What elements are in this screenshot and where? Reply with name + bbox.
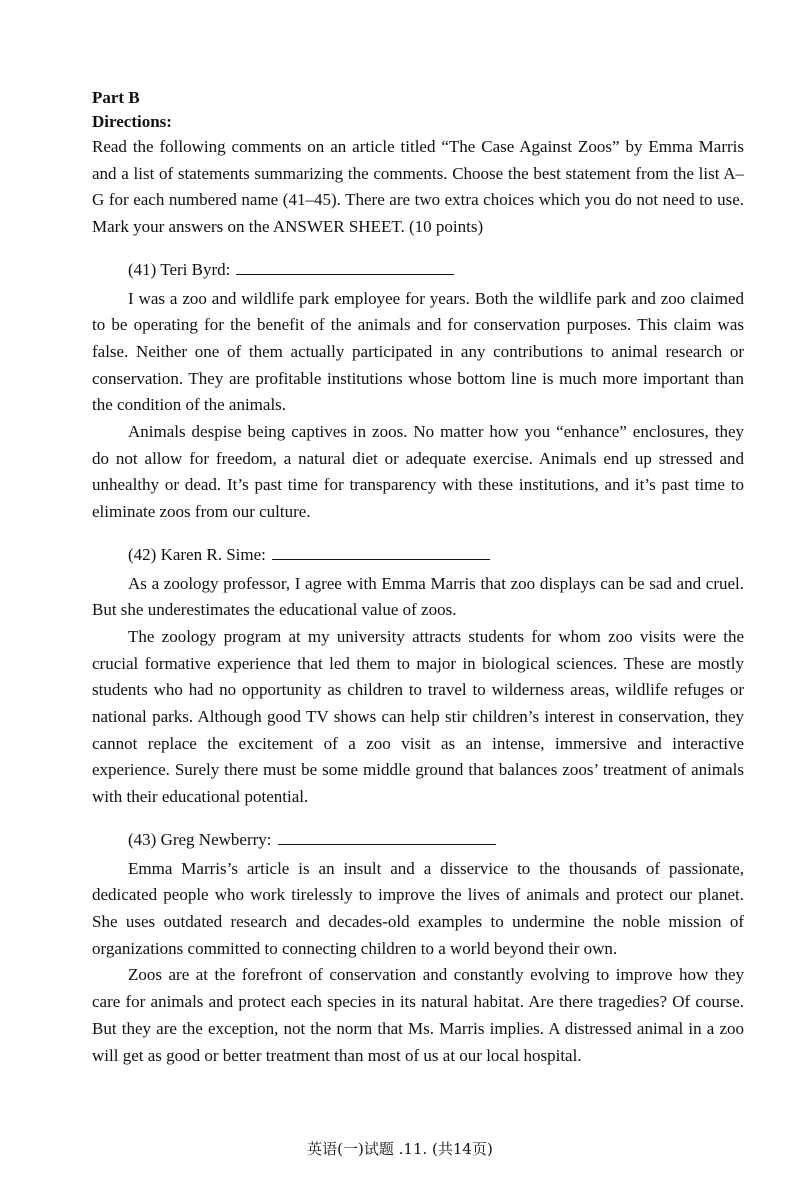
comment-42	[92, 542, 744, 811]
comment-paragraph: The zoology program at my university attracts students for whom zoo visits were the crucial formative experience that led them to major in biological sciences. These are mostly students who had no opportunity as children to travel to wilderness areas, wildlife refuges or national parks. Although good TV shows can help stir children’s interest in conservation, they cannot replace the excitement of a zoo visit as an intense, immersive and interactive experience. Surely there must be some middle ground that balances zoos’ treatment of animals with their educational potential.	[92, 626, 744, 807]
comment-paragraph: Zoos are at the forefront of conservation and constantly evolving to improve how they care for animals and protect each species in its natural habitat. Are there tragedies? Of course. But they are the exception, not the norm that Ms. Marris implies. A distressed animal in a zoo will get as good or better treatment than most of us at our local hospital.	[92, 965, 744, 1065]
part-title: Part B	[92, 88, 140, 107]
comment-name-line	[92, 542, 744, 569]
answer-blank[interactable]	[272, 543, 490, 560]
comment-43	[92, 827, 744, 1069]
comment-paragraph: Animals despise being captives in zoos. No matter how you “enhance” enclosures, they do not allow for freedom, a natural diet or adequate exercise. Animals end up stressed and unhealthy or dead. It’s past time for transparency with these institutions, and it’s past time to eliminate zoos from our culture.	[92, 422, 744, 522]
page-footer: 英语(一)试题 .11. (共14页)	[307, 1140, 493, 1158]
answer-blank[interactable]	[278, 828, 496, 845]
directions-label: Directions:	[92, 112, 172, 131]
directions-text: Read the following comments on an article titled “The Case Against Zoos” by Emma Marris and a list of statements summarizing the comments. Choose the best statement from the list A–G for each numbered name (41–45). There are two extra choices which you do not need to use. Mark your answers on the ANSWER SHEET. (10 points)	[92, 137, 744, 237]
comment-label: (41) Teri Byrd:	[128, 259, 231, 279]
comment-41	[92, 257, 744, 526]
comment-name-line	[92, 827, 744, 854]
comment-paragraph: As a zoology professor, I agree with Emma Marris that zoo displays can be sad and cruel. But she underestimates the educational value of zoos.	[92, 573, 744, 620]
comment-name-line	[92, 257, 744, 284]
comment-label: (42) Karen R. Sime:	[128, 544, 266, 564]
comment-paragraph: Emma Marris’s article is an insult and a disservice to the thousands of passionate, dedicated people who work tirelessly to improve the lives of animals and protect our planet. She uses outdated research and decades-old examples to undermine the noble mission of organizations committed to connecting children to a world beyond their own.	[92, 858, 744, 958]
comment-paragraph: I was a zoo and wildlife park employee for years. Both the wildlife park and zoo claimed to be operating for the benefit of the animals and for conservation purposes. This claim was false. Neither one of them actually participated in any contributions to animal research or conservation. They are profitable institutions whose bottom line is much more important than the condition of the animals.	[92, 288, 744, 415]
document-page	[92, 86, 744, 1069]
comment-label: (43) Greg Newberry:	[128, 829, 272, 849]
answer-blank[interactable]	[236, 258, 454, 275]
